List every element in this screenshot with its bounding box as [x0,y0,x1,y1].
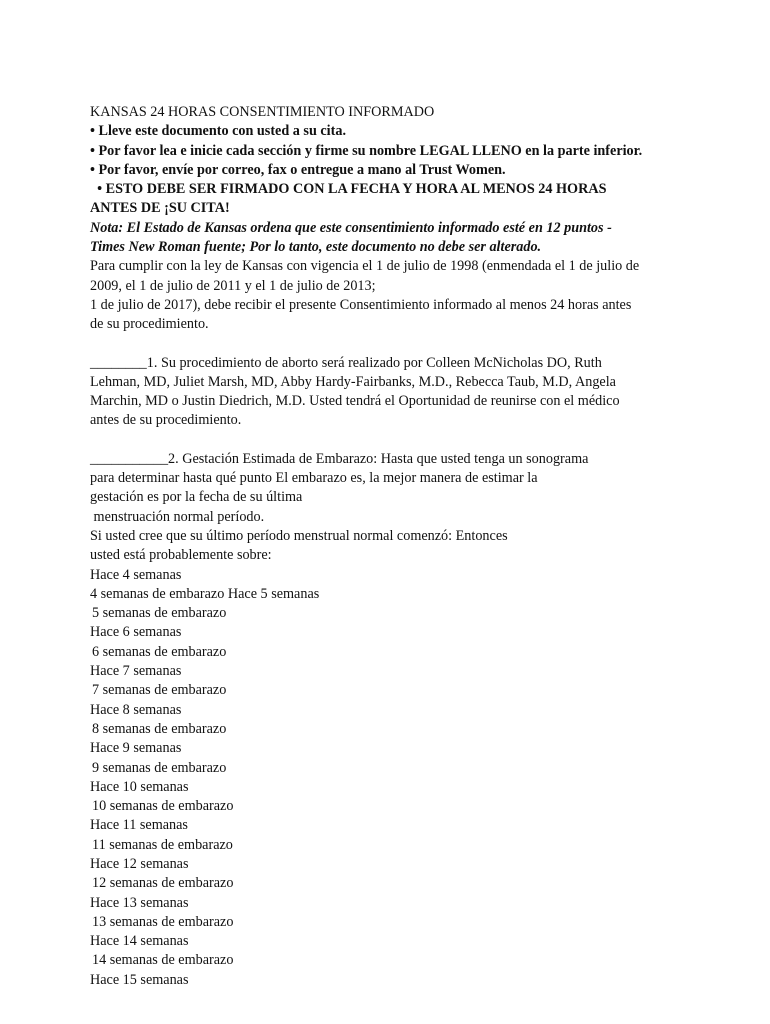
intro-paragraph: 2009, el 1 de julio de 2011 y el 1 de julio de 2013; [90,277,376,294]
weeks-list-item: Hace 10 semanas [90,778,189,795]
section-2-text: gestación es por la fecha de su última [90,489,303,506]
weeks-list-item: Hace 12 semanas [90,855,189,872]
intro-paragraph: Para cumplir con la ley de Kansas con vigencia el 1 de julio de 1998 (enmendada el 1 de julio de [90,258,640,275]
signing-warning: ANTES DE ¡SU CITA! [90,200,230,217]
weeks-list-item: 7 semanas de embarazo [92,682,227,699]
font-note: Times New Roman fuente; Por lo tanto, este documento no debe ser alterado. [90,239,542,256]
weeks-list-item: Hace 13 semanas [90,894,189,911]
section-2-text: usted está probablemente sobre: [90,547,272,564]
weeks-list-item: 5 semanas de embarazo [92,605,227,622]
weeks-list-item: Hace 15 semanas [90,971,189,988]
signing-warning: • ESTO DEBE SER FIRMADO CON LA FECHA Y HORA AL MENOS 24 HORAS [90,181,607,198]
weeks-list-item: 11 semanas de embarazo [92,836,233,853]
section-2-text: para determinar hasta qué punto El embarazo es, la mejor manera de estimar la [90,470,538,487]
intro-paragraph: 1 de julio de 2017), debe recibir el presente Consentimiento informado al menos 24 horas antes [90,296,632,313]
document-title: KANSAS 24 HORAS CONSENTIMIENTO INFORMADO [90,104,435,120]
weeks-list-item: 9 semanas de embarazo [92,759,227,776]
instruction-bullet: • Por favor, envíe por correo, fax o entregue a mano al Trust Women. [90,161,506,178]
paragraph-spacer [90,431,690,450]
weeks-list-item: 6 semanas de embarazo [92,643,227,660]
weeks-list-item: 10 semanas de embarazo [92,798,234,815]
section-1-text: Lehman, MD, Juliet Marsh, MD, Abby Hardy-Fairbanks, M.D., Rebecca Taub, M.D, Angela [90,373,616,390]
instruction-bullet: • Por favor lea e inicie cada sección y firme su nombre LEGAL LLENO en la parte inferior. [90,142,643,159]
weeks-list-item: Hace 7 semanas [90,663,182,680]
weeks-list-item: 4 semanas de embarazo Hace 5 semanas [90,585,320,602]
weeks-list-item: Hace 14 semanas [90,933,189,950]
weeks-list-item: 14 semanas de embarazo [92,952,234,969]
weeks-list-item: 12 semanas de embarazo [92,875,234,892]
paragraph-spacer [90,335,690,354]
section-2-text: menstruación normal período. [90,508,265,525]
weeks-list-item: Hace 6 semanas [90,624,182,641]
section-2-text: ___________2. Gestación Estimada de Embarazo: Hasta que usted tenga un sonograma [90,450,589,467]
weeks-list-item: Hace 8 semanas [90,701,182,718]
section-1-text: Marchin, MD o Justin Diedrich, M.D. Usted tendrá el Oportunidad de reunirse con el médico [90,393,620,410]
weeks-list-item: 8 semanas de embarazo [92,720,227,737]
section-2-text: Si usted cree que su último período menstrual normal comenzó: Entonces [90,527,508,544]
font-note: Nota: El Estado de Kansas ordena que este consentimiento informado esté en 12 puntos - [90,219,612,236]
section-1-text: ________1. Su procedimiento de aborto será realizado por Colleen McNicholas DO, Ruth [90,354,602,371]
weeks-list-item: Hace 4 semanas [90,566,182,583]
weeks-list-item: 13 semanas de embarazo [92,913,234,930]
instruction-bullet: • Lleve este documento con usted a su cita. [90,123,346,140]
weeks-list-item: Hace 11 semanas [90,817,188,834]
section-1-text: antes de su procedimiento. [90,412,242,429]
intro-paragraph: de su procedimiento. [90,316,209,333]
document-page [90,103,690,990]
weeks-list-item: Hace 9 semanas [90,740,182,757]
